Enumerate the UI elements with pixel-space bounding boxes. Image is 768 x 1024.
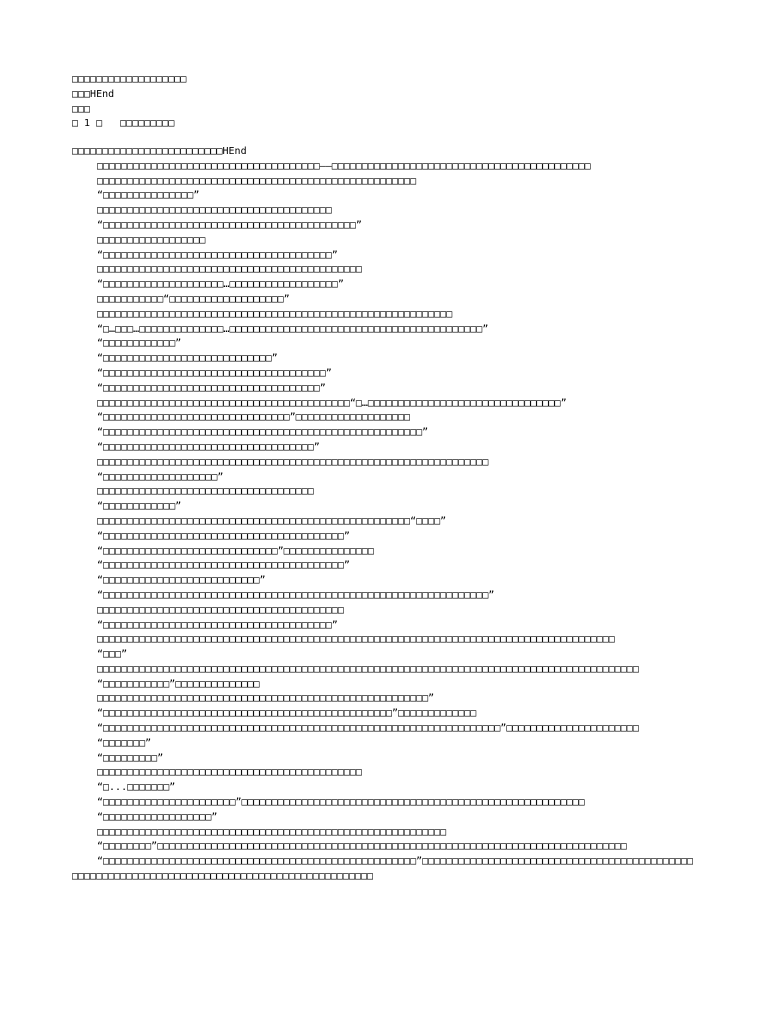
paragraph: “□□□□□□□□□□□□□□□□□□□□□□□□□□□□□□□□□□□□□□□□□□□□□□□□□□□□□□□□□□□□□□□□” [97,589,495,601]
chapter-heading: □ 1 □ □□□□□□□□□ [72,118,175,130]
paragraph: “□□□□□□□□□□□□□□□□□□□□□□□□□□□□□□□□□□□□□□□□” [97,560,350,572]
paragraph: “□□□□□□□□□□□□□□□□□□□□□□□□□□□□□□□□□□□□□□□□□□□□□□□□□□□□□□□□□□□□□□□□□□”□□□□□□□□□□□□□□□□□□□□□□ [97,723,639,735]
paragraph: “□□□□□□□□□□□”□□□□□□□□□□□□□□ [97,678,260,690]
paragraph: “□□□□□□□□□□□□□□□□□□” [97,811,218,823]
paragraph: “□□□□□□□□□□□□□□□□□□□□□□□□□□□□” [97,353,278,365]
paragraph: “□□□□□□□□□□□□□□□□□□□□□□□□□□□□□□□□□□□” [97,441,320,453]
paragraph: “□…□□□…□□□□□□□□□□□□□□…□□□□□□□□□□□□□□□□□□□□□□□□□□□□□□□□□□□□□□□□□□” [97,323,489,335]
paragraph: □□□□□□□□□□□□□□□□□□□□□□□□□□□□□□□□□□□□□□□□□□□□□□□□□□□□□□□□□□□□□□□□□□□□□□□□□□□□□□□□□□□□□□□□□□ [97,663,639,675]
header-line: □□□HEnd [72,88,115,100]
paragraph: “□□□□□□□□”□□□□□□□□□□□□□□□□□□□□□□□□□□□□□□□□□□□□□□□□□□□□□□□□□□□□□□□□□□□□□□□□□□□□□□□□□□□□□□ [97,841,627,853]
paragraph: □□□□□□□□□□□□□□□□□□□□□□□□□□□□□□□□□□□□□□□□□□□□□□□□□□□□“□□□□” [97,515,447,527]
paragraph: □□□□□□□□□□□□□□□□□□□□□□□□□□□□□□□□□□□□□——□□□□□□□□□□□□□□□□□□□□□□□□□□□□□□□□□□□□□□□□□□□ [97,160,591,172]
paragraph: □□□□□□□□□□□□□□□□□□□□□□□□□□□□□□□□□□□□□□□□□□□□□□□□□□□□□□□□□□□□□□□□□ [97,456,489,468]
paragraph: “□□□□□□□□□□□□□□□□□□□□□□□□□□□□□□□□□□□□□□□□” [97,530,350,542]
paragraph: “□□□□□□□□□□□□□□□□□□□□□□□□□□□□□□□□□□□□□□□□□□□□□□□□”□□□□□□□□□□□□□ [97,708,477,720]
paragraph: “□□□□□□□□□□□□□□□□□□□□□□□□□□□□□□□□□□□□□□□□□□□□□□□□□□□□□” [97,427,429,439]
paragraph: “□□□□□□□□□□□□” [97,338,182,350]
paragraph: □□□□□□□□□□□□□□□□□□□□□□□□□□□□□□□□□□□□□□□□□□□□□□□□□□□□□□□□□□ [97,826,447,838]
paragraph: □□□□□□□□□□□□□□□□□□□□□□□□□□□□□□□□□□□□□□□□□□□□□□□□□□□□□ [97,175,417,187]
paragraph: “□□□□□□□□□□□□□□□□□□□□□□□□□□□□□□□□□□□□” [97,382,326,394]
paragraph: “□□□” [97,649,128,661]
paragraph: “□□□□□□□□□□□□□□□□□□□□□□”□□□□□□□□□□□□□□□□□□□□□□□□□□□□□□□□□□□□□□□□□□□□□□□□□□□□□□□□□ [97,797,585,809]
header-line: □□□□□□□□□□□□□□□□□□□ [72,74,187,85]
document-header [72,73,696,132]
section-heading: □□□□□□□□□□□□□□□□□□□□□□□□□HEnd [72,146,247,157]
paragraph: “□□□□□□□□□□□□□□□□□□□□□□□□□□” [97,575,266,587]
paragraph: □□□□□□□□□□□□□□□□□□ [97,234,206,246]
paragraph: □□□□□□□□□□□□□□□□□□□□□□□□□□□□□□□□□□□□□□□□□□□□ [97,767,362,779]
paragraph: “□□□□□□□□□□□□□□□□□□□□□□□□□□□□□□□□□□□□□” [97,367,332,379]
paragraph: “□□□□□□□□□□□□□□□□□□□□□□□□□□□□□□□”□□□□□□□□□□□□□□□□□□□ [97,412,411,424]
paragraph: “□□□□□□□□□□□□□□□□□□□□□□□□□□□□□□□□□□□□□□□□□□□□□□□□□□□□”□□□□□□□□□□□□□□□□□□□□□□□□□□□□□□□□□□□□□□□□□□□□□□□□□□□□□□□□□□□□□□□□□□□□□□□□□□□□□□□□□□□□□□□□□□□□□□□ [72,856,694,883]
paragraph: “□□□□□□□□□□□□□□□” [97,190,200,202]
paragraph: “□□□□□□□□□□□□□□□□□□□□…□□□□□□□□□□□□□□□□□□” [97,279,344,291]
paragraph: □□□□□□□□□□□□□□□□□□□□□□□□□□□□□□□□□□□□□□□□□□□□□□□□□□□□□□□□□□□□□□□□□□□□□□□□□□□□□□□□□□□□□□ [97,634,615,646]
paragraph: “□□□□□□□□□□□□□□□□□□□□□□□□□□□□□□□□□□□□□□” [97,249,338,261]
paragraph: □□□□□□□□□□□□□□□□□□□□□□□□□□□□□□□□□□□□□□□ [97,205,332,217]
paragraph: “□□□□□□□□□” [97,752,164,764]
paragraph: □□□□□□□□□□□□□□□□□□□□□□□□□□□□□□□□□□□□□□□□□□□□□□□□□□□□□□□” [97,693,435,705]
paragraph: □□□□□□□□□□□□□□□□□□□□□□□□□□□□□□□□□□□□□□□□□ [97,604,344,616]
paragraph: □□□□□□□□□□□□□□□□□□□□□□□□□□□□□□□□□□□□□□□□□□□□□□□□□□□□□□□□□□□ [97,308,453,320]
paragraph: □□□□□□□□□□□□□□□□□□□□□□□□□□□□□□□□□□□□ [97,486,314,498]
paragraph: □□□□□□□□□□□□□□□□□□□□□□□□□□□□□□□□□□□□□□□□□□□□ [97,264,362,276]
paragraph: “□...□□□□□□□” [97,782,176,794]
paragraph: “□□□□□□□□□□□□□□□□□□□□□□□□□□□□□”□□□□□□□□□□□□□□□ [97,545,374,557]
paragraph: “□□□□□□□□□□□□□□□□□□□□□□□□□□□□□□□□□□□□□□□□□□” [97,219,362,231]
header-line: □□□ [72,103,91,115]
paragraph: □□□□□□□□□□□□□□□□□□□□□□□□□□□□□□□□□□□□□□□□□□“□…□□□□□□□□□□□□□□□□□□□□□□□□□□□□□□□□” [97,397,567,409]
paragraph: □□□□□□□□□□□“□□□□□□□□□□□□□□□□□□□” [97,293,290,305]
document-body [72,145,696,885]
paragraph: “□□□□□□□” [97,737,152,749]
paragraph: “□□□□□□□□□□□□□□□□□□□” [97,471,224,483]
paragraph: “□□□□□□□□□□□□” [97,501,182,513]
paragraph: “□□□□□□□□□□□□□□□□□□□□□□□□□□□□□□□□□□□□□□” [97,619,338,631]
